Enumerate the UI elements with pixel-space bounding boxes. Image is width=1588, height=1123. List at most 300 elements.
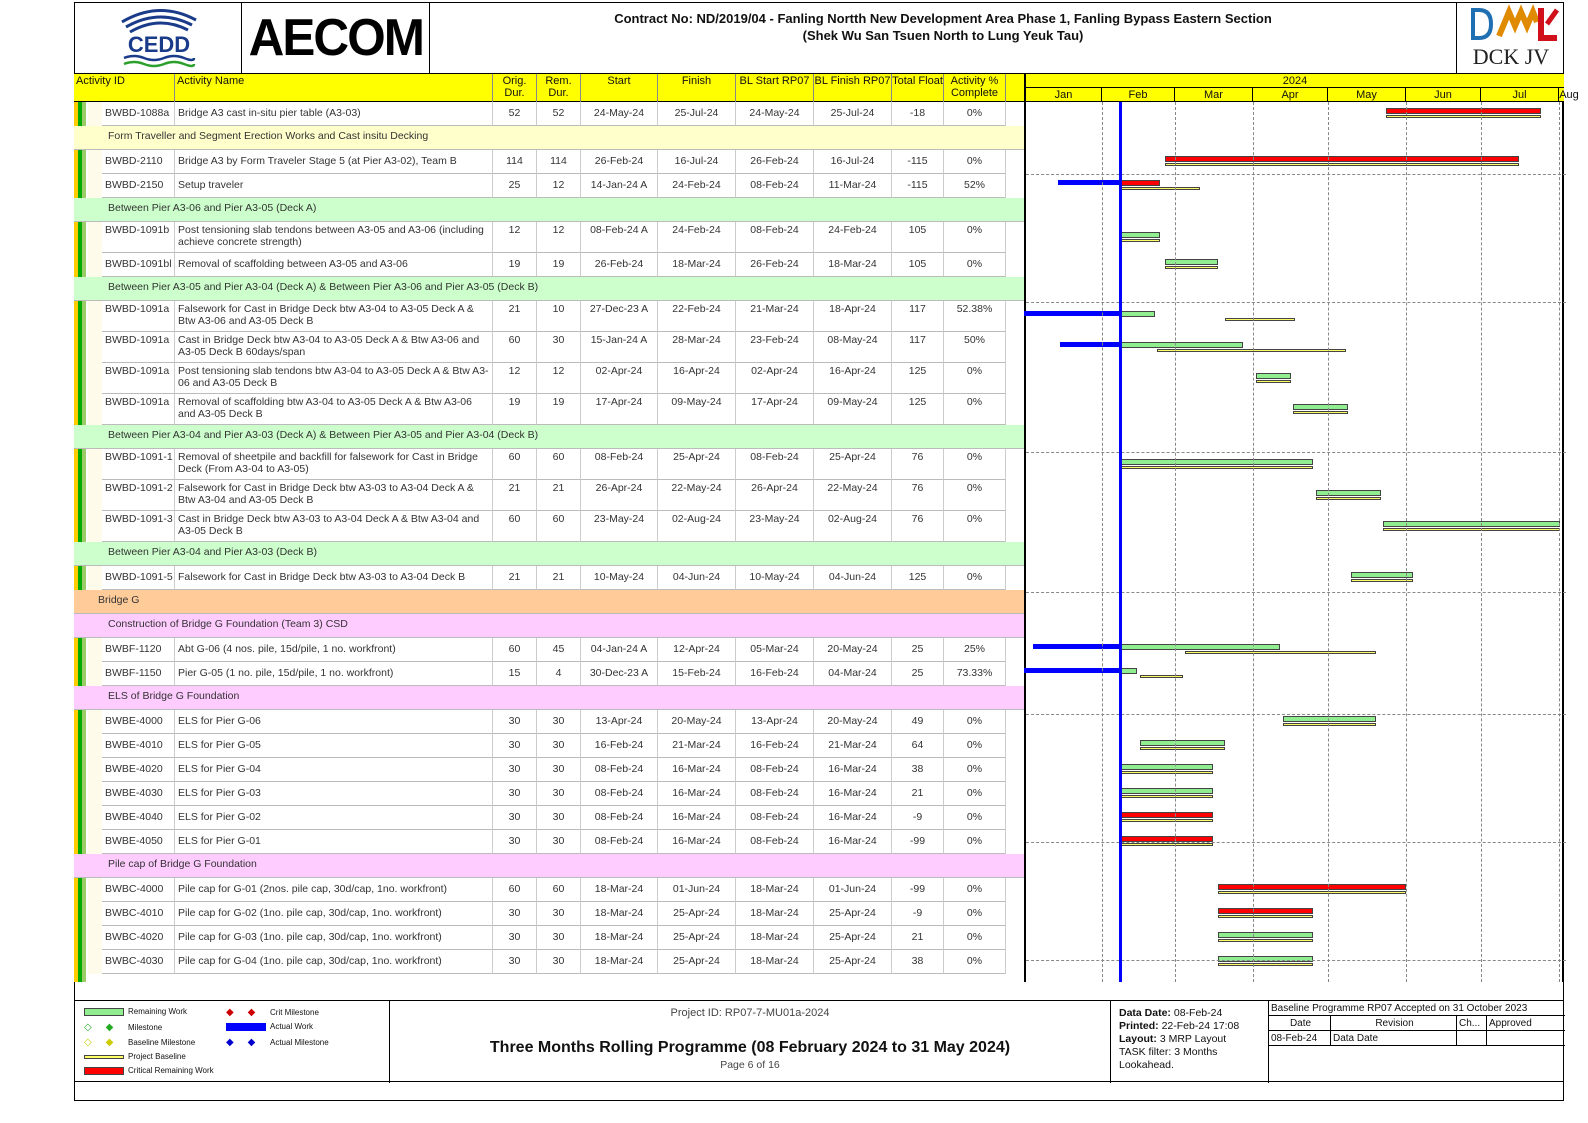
cell-rd: 45 — [537, 638, 581, 662]
month-apr: Apr — [1253, 88, 1328, 102]
cell-od: 30 — [493, 710, 537, 734]
table-row[interactable] — [74, 758, 1024, 782]
cell-rd: 30 — [537, 710, 581, 734]
cell-id: BWBD-1091a — [102, 394, 175, 425]
milestone-icon: ◇ ◆ — [84, 1022, 114, 1033]
remaining-work-bar[interactable] — [1120, 668, 1138, 674]
baseline-bar[interactable] — [1218, 963, 1313, 966]
baseline-bar[interactable] — [1120, 795, 1213, 798]
cell-f: 02-Aug-24 — [658, 511, 736, 542]
cell-name: Falsework for Cast in Bridge Deck btw A3-03 to A3-04 Deck B — [175, 566, 493, 590]
legend-actual-milestone: Actual Milestone — [270, 1038, 329, 1047]
cell-f: 16-Jul-24 — [658, 150, 736, 174]
col-activity-name[interactable]: Activity Name — [175, 74, 493, 102]
cell-s: 14-Jan-24 A — [581, 174, 658, 198]
wbs-band-label: Pile cap of Bridge G Foundation — [108, 858, 257, 870]
project-id: Project ID: RP07-7-MU01a-2024 — [670, 1007, 830, 1019]
gantt-band-row — [1026, 126, 1566, 150]
cell-s: 08-Feb-24 — [581, 806, 658, 830]
cell-s: 16-Feb-24 — [581, 734, 658, 758]
baseline-bar[interactable] — [1120, 466, 1313, 469]
cell-tf: 76 — [892, 480, 944, 511]
baseline-bar[interactable] — [1157, 349, 1345, 352]
cell-bs: 08-Feb-24 — [736, 758, 814, 782]
revision-table — [1268, 1001, 1564, 1083]
table-row[interactable] — [74, 782, 1024, 806]
cell-s: 08-Feb-24 — [581, 449, 658, 480]
col-activity-id[interactable]: Activity ID — [74, 74, 175, 102]
gantt-row-divider — [1026, 714, 1566, 715]
cell-bf: 16-Jul-24 — [814, 150, 892, 174]
baseline-bar[interactable] — [1225, 318, 1295, 321]
cell-bf: 20-May-24 — [814, 710, 892, 734]
col-bl-finish[interactable]: BL Finish RP07 — [814, 74, 892, 102]
col-start[interactable]: Start — [581, 74, 658, 102]
actual-work-bar[interactable] — [1058, 180, 1120, 185]
baseline-bar[interactable] — [1185, 651, 1376, 654]
month-gridline — [1102, 102, 1103, 982]
cell-od: 60 — [493, 878, 537, 902]
baseline-bar[interactable] — [1165, 163, 1519, 166]
cell-bs: 26-Apr-24 — [736, 480, 814, 511]
cell-pc: 0% — [944, 782, 1006, 806]
actual-work-bar[interactable] — [1024, 668, 1120, 673]
cell-bs: 08-Feb-24 — [736, 830, 814, 854]
cell-bf: 11-Mar-24 — [814, 174, 892, 198]
cell-rd: 30 — [537, 734, 581, 758]
cell-f: 04-Jun-24 — [658, 566, 736, 590]
remaining-work-bar[interactable] — [1120, 459, 1313, 465]
remaining-work-bar[interactable] — [1140, 740, 1226, 746]
printed-value: 22-Feb-24 17:08 — [1161, 1020, 1240, 1032]
cell-id: BWBC-4030 — [102, 950, 175, 974]
remaining-work-bar[interactable] — [1120, 342, 1243, 348]
cell-tf: 117 — [892, 301, 944, 332]
cell-id: BWBD-1091b — [102, 222, 175, 253]
cell-bs: 13-Apr-24 — [736, 710, 814, 734]
actual-work-swatch — [226, 1023, 266, 1031]
table-row[interactable] — [74, 926, 1024, 950]
actual-work-bar[interactable] — [1060, 342, 1119, 347]
cell-id: BWBD-1091bl — [102, 253, 175, 277]
wbs-band-label: ELS of Bridge G Foundation — [108, 690, 240, 702]
cell-name: ELS for Pier G-02 — [175, 806, 493, 830]
cell-f: 12-Apr-24 — [658, 638, 736, 662]
cell-s: 26-Apr-24 — [581, 480, 658, 511]
cell-bs: 24-May-24 — [736, 102, 814, 126]
cell-id: BWBE-4050 — [102, 830, 175, 854]
contract-title — [430, 2, 1456, 74]
data-date-line — [1119, 102, 1122, 982]
cell-id: BWBD-1091a — [102, 363, 175, 394]
cell-name: Pile cap for G-03 (1no. pile cap, 30d/cap, 1no. workfront) — [175, 926, 493, 950]
cell-od: 30 — [493, 734, 537, 758]
cell-bs: 23-Feb-24 — [736, 332, 814, 363]
cell-od: 30 — [493, 830, 537, 854]
baseline-bar[interactable] — [1293, 411, 1348, 414]
cell-f: 16-Mar-24 — [658, 758, 736, 782]
legend-actual-work: Actual Work — [270, 1022, 313, 1031]
cell-od: 25 — [493, 174, 537, 198]
cell-s: 08-Feb-24 — [581, 782, 658, 806]
cell-id: BWBD-1091-1 — [102, 449, 175, 480]
table-row[interactable] — [74, 253, 1024, 277]
wbs-band[interactable] — [74, 126, 1024, 150]
col-pct-complete[interactable]: Activity % Complete — [944, 74, 1006, 102]
cell-tf: 125 — [892, 363, 944, 394]
critical-remaining-bar[interactable] — [1218, 908, 1313, 914]
cell-bf: 04-Mar-24 — [814, 662, 892, 686]
cell-bf: 21-Mar-24 — [814, 734, 892, 758]
month-gridline — [1175, 102, 1176, 982]
wbs-band[interactable] — [74, 277, 1024, 301]
cell-bs: 18-Mar-24 — [736, 878, 814, 902]
critical-remaining-bar[interactable] — [1218, 884, 1406, 890]
wbs-band[interactable] — [74, 854, 1024, 878]
page-number: Page 6 of 16 — [720, 1059, 780, 1071]
cell-od: 12 — [493, 363, 537, 394]
cell-f: 01-Jun-24 — [658, 878, 736, 902]
cell-pc: 0% — [944, 926, 1006, 950]
wbs-band[interactable] — [74, 542, 1024, 566]
cell-rd: 30 — [537, 806, 581, 830]
table-row[interactable] — [74, 830, 1024, 854]
cell-bs: 26-Feb-24 — [736, 150, 814, 174]
cell-rd: 21 — [537, 566, 581, 590]
cell-f: 25-Apr-24 — [658, 902, 736, 926]
baseline-bar[interactable] — [1120, 187, 1201, 190]
cell-tf: 25 — [892, 638, 944, 662]
cell-name: Post tensioning slab tendons btw A3-04 to A3-05 Deck A & Btw A3-06 and A3-05 Deck B — [175, 363, 493, 394]
wbs-band[interactable] — [74, 198, 1024, 222]
wbs-band-label: Bridge G — [98, 594, 140, 606]
cell-f: 25-Apr-24 — [658, 449, 736, 480]
critical-remaining-bar[interactable] — [1120, 180, 1160, 186]
aecom-logo — [242, 2, 430, 74]
cell-rd: 30 — [537, 782, 581, 806]
baseline-bar[interactable] — [1140, 747, 1226, 750]
cell-rd: 30 — [537, 332, 581, 363]
cell-f: 22-May-24 — [658, 480, 736, 511]
baseline-bar[interactable] — [1386, 115, 1542, 118]
table-row[interactable] — [74, 150, 1024, 174]
critical-remaining-work-swatch — [84, 1067, 124, 1075]
table-row[interactable] — [74, 394, 1024, 425]
gantt-band-row — [1026, 854, 1566, 878]
cell-pc: 0% — [944, 710, 1006, 734]
baseline-bar[interactable] — [1383, 528, 1559, 531]
cell-rd: 30 — [537, 758, 581, 782]
cell-od: 30 — [493, 758, 537, 782]
cell-pc: 0% — [944, 902, 1006, 926]
cell-name: Removal of sheetpile and backfill for falsework for Cast in Bridge Deck (From A3-04 to A3-05) — [175, 449, 493, 480]
table-row[interactable] — [74, 222, 1024, 253]
legend-baseline-milestone: Baseline Milestone — [128, 1038, 196, 1047]
cell-f: 20-May-24 — [658, 710, 736, 734]
legend — [74, 1001, 390, 1083]
col-finish[interactable]: Finish — [658, 74, 736, 102]
table-row[interactable] — [74, 363, 1024, 394]
remaining-work-bar[interactable] — [1120, 764, 1213, 770]
remaining-work-bar[interactable] — [1283, 716, 1376, 722]
remaining-work-bar[interactable] — [1165, 259, 1218, 265]
cell-pc: 0% — [944, 511, 1006, 542]
cell-od: 21 — [493, 301, 537, 332]
cedd-logo-text: CEDD — [127, 32, 191, 57]
cell-s: 08-Feb-24 A — [581, 222, 658, 253]
wbs-band[interactable] — [74, 425, 1024, 449]
cell-name: Removal of scaffolding btw A3-04 to A3-05 Deck A & Btw A3-06 and A3-05 Deck B — [175, 394, 493, 425]
cell-f: 24-Feb-24 — [658, 174, 736, 198]
cell-bf: 16-Mar-24 — [814, 830, 892, 854]
col-rem-dur[interactable]: Rem. Dur. — [537, 74, 581, 102]
cell-id: BWBE-4000 — [102, 710, 175, 734]
table-row[interactable] — [74, 638, 1024, 662]
cell-od: 21 — [493, 480, 537, 511]
remaining-work-bar[interactable] — [1383, 521, 1559, 527]
cell-bf: 16-Apr-24 — [814, 363, 892, 394]
cell-f: 16-Mar-24 — [658, 830, 736, 854]
cell-rd: 60 — [537, 511, 581, 542]
table-row[interactable] — [74, 566, 1024, 590]
cell-od: 52 — [493, 102, 537, 126]
baseline-bar[interactable] — [1316, 497, 1381, 500]
cell-tf: -115 — [892, 174, 944, 198]
month-aug: Aug — [1559, 89, 1579, 101]
table-row[interactable] — [74, 662, 1024, 686]
remaining-work-bar[interactable] — [1256, 373, 1291, 379]
table-row[interactable] — [74, 480, 1024, 511]
cell-s: 17-Apr-24 — [581, 394, 658, 425]
baseline-bar[interactable] — [1140, 675, 1183, 678]
cell-f: 09-May-24 — [658, 394, 736, 425]
cell-tf: -99 — [892, 830, 944, 854]
remaining-work-bar[interactable] — [1293, 404, 1348, 410]
cell-name: ELS for Pier G-05 — [175, 734, 493, 758]
wbs-band[interactable] — [74, 590, 1024, 614]
cell-rd: 4 — [537, 662, 581, 686]
baseline-milestone-icon: ◇ ◆ — [84, 1037, 114, 1048]
cell-bs: 23-May-24 — [736, 511, 814, 542]
actual-work-bar[interactable] — [1033, 644, 1119, 649]
baseline-bar[interactable] — [1256, 380, 1291, 383]
table-row[interactable] — [74, 902, 1024, 926]
cell-id: BWBD-1091-2 — [102, 480, 175, 511]
cell-s: 08-Feb-24 — [581, 830, 658, 854]
table-row[interactable] — [74, 950, 1024, 974]
cell-od: 60 — [493, 638, 537, 662]
cell-od: 30 — [493, 806, 537, 830]
cell-id: BWBD-1091-5 — [102, 566, 175, 590]
month-gridline — [1406, 102, 1407, 982]
table-row[interactable] — [74, 332, 1024, 363]
cell-tf: -99 — [892, 878, 944, 902]
remaining-work-bar[interactable] — [1218, 932, 1313, 938]
cell-id: BWBD-1091-3 — [102, 511, 175, 542]
gantt-band-row — [1026, 686, 1566, 710]
cell-s: 08-Feb-24 — [581, 758, 658, 782]
cell-od: 21 — [493, 566, 537, 590]
table-row[interactable] — [74, 734, 1024, 758]
cell-f: 25-Apr-24 — [658, 926, 736, 950]
cell-f: 28-Mar-24 — [658, 332, 736, 363]
wbs-band-label: Between Pier A3-04 and Pier A3-03 (Deck B) — [108, 546, 317, 558]
cell-s: 26-Feb-24 — [581, 253, 658, 277]
cell-bf: 25-Apr-24 — [814, 449, 892, 480]
cell-f: 25-Jul-24 — [658, 102, 736, 126]
cell-tf: -18 — [892, 102, 944, 126]
critical-remaining-bar[interactable] — [1386, 108, 1542, 114]
cell-tf: 76 — [892, 449, 944, 480]
wbs-band-label: Between Pier A3-05 and Pier A3-04 (Deck A) & Between Pier A3-06 and Pier A3-05 (Deck B) — [108, 281, 539, 293]
cell-s: 18-Mar-24 — [581, 878, 658, 902]
cell-bs: 02-Apr-24 — [736, 363, 814, 394]
cell-tf: 117 — [892, 332, 944, 363]
cell-s: 24-May-24 — [581, 102, 658, 126]
cell-od: 19 — [493, 253, 537, 277]
cell-od: 30 — [493, 950, 537, 974]
data-date-label: Data Date: — [1119, 1007, 1171, 1019]
month-gridline — [1559, 102, 1560, 982]
cell-bs: 18-Mar-24 — [736, 926, 814, 950]
col-total-float[interactable]: Total Float — [892, 74, 944, 102]
month-gridline — [1328, 102, 1329, 982]
cell-bf: 25-Apr-24 — [814, 950, 892, 974]
page-header — [74, 2, 1564, 74]
baseline-bar[interactable] — [1120, 843, 1213, 846]
baseline-bar[interactable] — [1283, 723, 1376, 726]
cell-od: 60 — [493, 511, 537, 542]
col-orig-dur[interactable]: Orig. Dur. — [493, 74, 537, 102]
critical-remaining-bar[interactable] — [1120, 812, 1213, 818]
remaining-work-bar[interactable] — [1120, 232, 1160, 238]
cell-bf: 16-Mar-24 — [814, 758, 892, 782]
cell-pc: 0% — [944, 150, 1006, 174]
gantt-band-row — [1026, 542, 1566, 566]
table-row[interactable] — [74, 511, 1024, 542]
cell-rd: 60 — [537, 449, 581, 480]
timeline-header — [1024, 74, 1579, 102]
cell-s: 23-May-24 — [581, 511, 658, 542]
remaining-work-bar[interactable] — [1218, 956, 1313, 962]
remaining-work-bar[interactable] — [1120, 788, 1213, 794]
cell-pc: 0% — [944, 734, 1006, 758]
cell-tf: -115 — [892, 150, 944, 174]
remaining-work-bar[interactable] — [1351, 572, 1414, 578]
cell-pc: 0% — [944, 480, 1006, 511]
wbs-band[interactable] — [74, 686, 1024, 710]
cell-name: Bridge A3 by Form Traveler Stage 5 (at Pier A3-02), Team B — [175, 150, 493, 174]
cell-name: Pile cap for G-04 (1no. pile cap, 30d/cap, 1no. workfront) — [175, 950, 493, 974]
data-date-value: 08-Feb-24 — [1173, 1007, 1223, 1019]
baseline-note: Baseline Programme RP07 Accepted on 31 October 2023 — [1271, 1003, 1528, 1014]
cell-pc: 25% — [944, 638, 1006, 662]
cell-s: 30-Dec-23 A — [581, 662, 658, 686]
cell-id: BWBF-1120 — [102, 638, 175, 662]
cell-bs: 17-Apr-24 — [736, 394, 814, 425]
gantt-row-divider — [1026, 842, 1566, 843]
layout-value: 3 MRP Layout — [1159, 1033, 1227, 1045]
cell-bf: 09-May-24 — [814, 394, 892, 425]
table-row[interactable] — [74, 806, 1024, 830]
cell-tf: 125 — [892, 394, 944, 425]
cell-rd: 30 — [537, 902, 581, 926]
critical-remaining-bar[interactable] — [1165, 156, 1519, 162]
legend-critical-remaining-work: Critical Remaining Work — [128, 1066, 214, 1075]
cell-pc: 52.38% — [944, 301, 1006, 332]
cell-od: 60 — [493, 332, 537, 363]
baseline-bar[interactable] — [1120, 771, 1213, 774]
cell-tf: 38 — [892, 950, 944, 974]
cell-rd: 30 — [537, 830, 581, 854]
month-jan: Jan — [1026, 88, 1102, 102]
table-row[interactable] — [74, 449, 1024, 480]
cell-bs: 10-May-24 — [736, 566, 814, 590]
gantt-row-divider — [1026, 452, 1566, 453]
wbs-band-label: Form Traveller and Segment Erection Works and Cast insitu Decking — [108, 130, 429, 142]
baseline-bar[interactable] — [1218, 915, 1313, 918]
table-row[interactable] — [74, 710, 1024, 734]
cell-f: 16-Mar-24 — [658, 782, 736, 806]
wbs-band[interactable] — [74, 614, 1024, 638]
table-row[interactable] — [74, 878, 1024, 902]
baseline-bar[interactable] — [1120, 239, 1160, 242]
cell-f: 25-Apr-24 — [658, 950, 736, 974]
remaining-work-bar[interactable] — [1120, 644, 1281, 650]
cell-rd: 12 — [537, 174, 581, 198]
cell-bf: 01-Jun-24 — [814, 878, 892, 902]
cell-id: BWBF-1150 — [102, 662, 175, 686]
cell-pc: 0% — [944, 363, 1006, 394]
baseline-bar[interactable] — [1120, 819, 1213, 822]
month-jul: Jul — [1481, 88, 1559, 102]
cell-id: BWBE-4040 — [102, 806, 175, 830]
table-row[interactable] — [74, 102, 1024, 126]
cell-name: ELS for Pier G-04 — [175, 758, 493, 782]
remaining-work-bar[interactable] — [1120, 311, 1155, 317]
cell-rd: 114 — [537, 150, 581, 174]
cell-bf: 25-Jul-24 — [814, 102, 892, 126]
cell-od: 30 — [493, 926, 537, 950]
cell-name: Pile cap for G-01 (2nos. pile cap, 30d/cap, 1no. workfront) — [175, 878, 493, 902]
gantt-row-divider — [1026, 302, 1566, 303]
actual-work-bar[interactable] — [1024, 311, 1120, 316]
cell-bs: 08-Feb-24 — [736, 806, 814, 830]
cell-bs: 08-Feb-24 — [736, 174, 814, 198]
cell-id: BWBE-4010 — [102, 734, 175, 758]
baseline-bar[interactable] — [1165, 266, 1218, 269]
footer-center — [390, 1001, 1110, 1083]
cell-name: Abt G-06 (4 nos. pile, 15d/pile, 1 no. workfront) — [175, 638, 493, 662]
baseline-bar[interactable] — [1351, 579, 1414, 582]
cell-pc: 0% — [944, 222, 1006, 253]
col-bl-start[interactable]: BL Start RP07 — [736, 74, 814, 102]
project-baseline-swatch — [84, 1055, 124, 1059]
table-row[interactable] — [74, 174, 1024, 198]
legend-milestone: Milestone — [128, 1023, 163, 1032]
cell-tf: 64 — [892, 734, 944, 758]
baseline-bar[interactable] — [1218, 891, 1406, 894]
cedd-logo — [74, 2, 242, 74]
remaining-work-bar[interactable] — [1316, 490, 1381, 496]
programme-title: Three Months Rolling Programme (08 February 2024 to 31 May 2024) — [489, 1039, 1011, 1056]
cell-name: Falsework for Cast in Bridge Deck btw A3-04 to A3-05 Deck A & Btw A3-06 and A3-05 Deck B — [175, 301, 493, 332]
cell-s: 18-Mar-24 — [581, 902, 658, 926]
cell-id: BWBC-4020 — [102, 926, 175, 950]
table-row[interactable] — [74, 301, 1024, 332]
cell-f: 24-Feb-24 — [658, 222, 736, 253]
baseline-bar[interactable] — [1218, 939, 1313, 942]
